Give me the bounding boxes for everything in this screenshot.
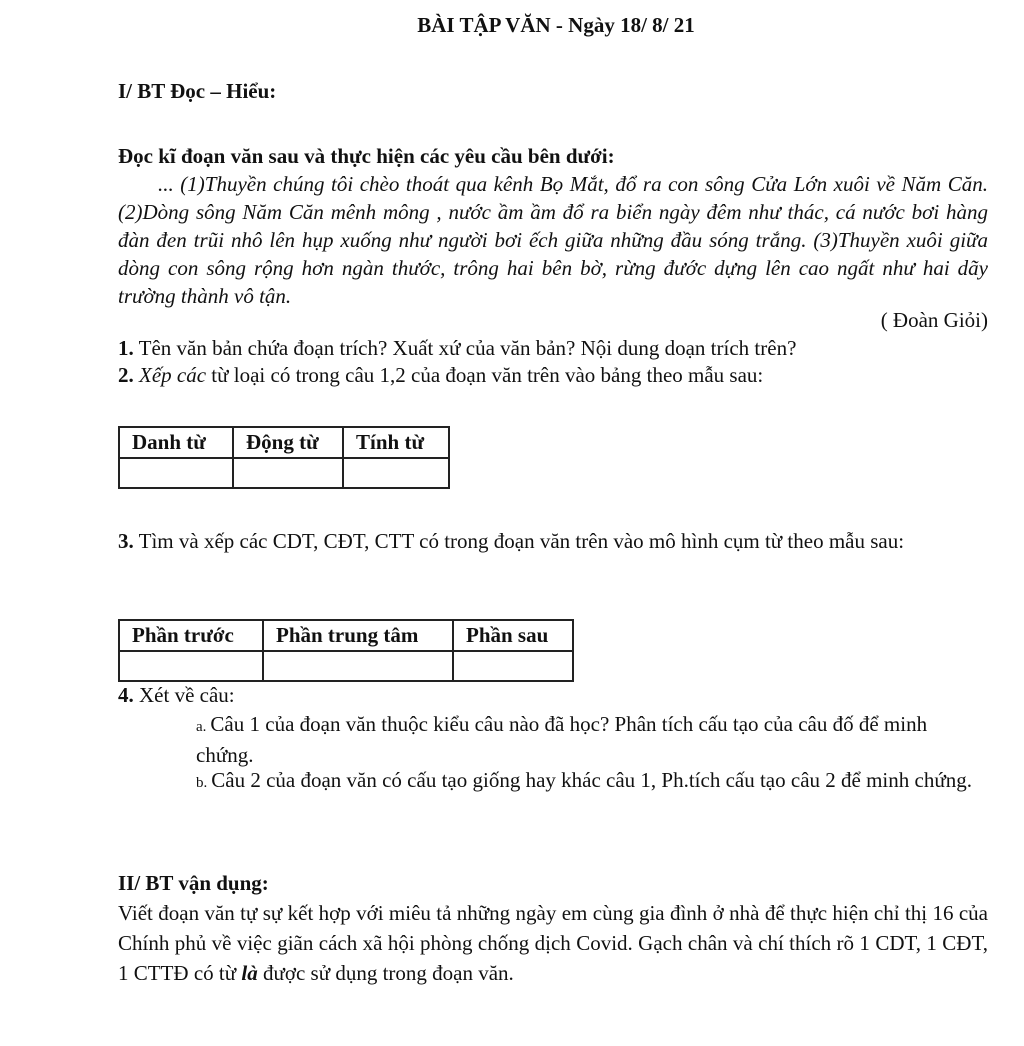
section2-text-before: Viết đoạn văn tự sự kết hợp với miêu tả những ngày em cùng gia đình ở nhà để thực hiện chỉ thị 16 của Chính phủ về việc giãn cách xã hội phòng chống dịch Covid. Gạch chân và chí thích rõ 1 CDT, 1 CĐT, 1 CTTĐ có từ bbox=[118, 901, 988, 985]
word-class-table bbox=[118, 426, 450, 489]
question-4 bbox=[118, 682, 235, 709]
passage-source: ( Đoàn Giỏi) bbox=[880, 308, 988, 332]
question-4b bbox=[196, 766, 986, 797]
question-4a bbox=[196, 710, 986, 769]
col-phan-trung-tam: Phần trung tâm bbox=[263, 620, 453, 651]
question-1 bbox=[118, 335, 998, 362]
question-4b-mark: b. bbox=[196, 775, 208, 791]
table-header-row bbox=[119, 620, 573, 651]
document-title: BÀI TẬP VĂN - Ngày 18/ 8/ 21 bbox=[417, 13, 695, 37]
question-2 bbox=[118, 362, 998, 389]
table-blank-row bbox=[119, 458, 449, 488]
question-2-italic: Xếp các bbox=[133, 363, 207, 387]
blank-cell[interactable] bbox=[119, 458, 233, 488]
section1-heading: I/ BT Đọc – Hiểu: bbox=[118, 79, 277, 103]
section2-heading: II/ BT vận dụng: bbox=[118, 871, 269, 895]
question-4-text: Xét về câu: bbox=[133, 683, 235, 707]
question-4-number: 4. bbox=[118, 683, 134, 707]
question-1-number: 1. bbox=[118, 336, 134, 360]
col-phan-truoc: Phần trước bbox=[119, 620, 263, 651]
question-3 bbox=[118, 527, 988, 556]
blank-cell[interactable] bbox=[343, 458, 449, 488]
passage: ... (1)Thuyền chúng tôi chèo thoát qua kênh Bọ Mắt, đổ ra con sông Cửa Lớn xuôi về Năm Căn. (2)Dòng sông Năm Căn mênh mông , nước ầm ầm đổ ra biển ngày đêm như thác, cá nước bơi hàng đàn đen trũi nhô lên hụp xuống như người bơi ếch giữa những đầu sóng trắng. (3)Thuyền xuôi giữa dòng con sông rộng hơn ngàn thước, trông hai bên bờ, rừng đước dựng lên cao ngất như hai dãy trường thành vô tận. bbox=[118, 172, 988, 308]
col-dong-tu: Động từ bbox=[233, 427, 343, 458]
table-blank-row bbox=[119, 651, 573, 681]
question-2-number: 2. bbox=[118, 363, 134, 387]
section2-text-after: được sử dụng trong đoạn văn. bbox=[257, 961, 514, 985]
question-4a-mark: a. bbox=[196, 719, 207, 735]
col-phan-sau: Phần sau bbox=[453, 620, 573, 651]
question-1-text: Tên văn bản chứa đoạn trích? Xuất xứ của văn bản? Nội dung doạn trích trên? bbox=[133, 336, 797, 360]
col-danh-tu: Danh từ bbox=[119, 427, 233, 458]
question-3-number: 3. bbox=[118, 529, 134, 553]
blank-cell[interactable] bbox=[233, 458, 343, 488]
question-3-text: Tìm và xếp các CDT, CĐT, CTT có trong đoạn văn trên vào mô hình cụm từ theo mẫu sau: bbox=[133, 529, 905, 553]
instruction: Đọc kĩ đoạn văn sau và thực hiện các yêu cầu bên dưới: bbox=[118, 144, 615, 168]
col-tinh-tu: Tính từ bbox=[343, 427, 449, 458]
table-header-row bbox=[119, 427, 449, 458]
blank-cell[interactable] bbox=[453, 651, 573, 681]
blank-cell[interactable] bbox=[263, 651, 453, 681]
section2-emphasis: là bbox=[241, 961, 258, 985]
section2-task bbox=[118, 898, 988, 988]
question-2-text: từ loại có trong câu 1,2 của đoạn văn trên vào bảng theo mẫu sau: bbox=[206, 363, 764, 387]
blank-cell[interactable] bbox=[119, 651, 263, 681]
phrase-model-table bbox=[118, 619, 574, 682]
question-4b-text: Câu 2 của đoạn văn có cấu tạo giống hay khác câu 1, Ph.tích cấu tạo câu 2 để minh chứng. bbox=[211, 768, 972, 792]
question-4a-text: Câu 1 của đoạn văn thuộc kiểu câu nào đã học? Phân tích cấu tạo của câu đố để minh chứng. bbox=[196, 712, 928, 767]
